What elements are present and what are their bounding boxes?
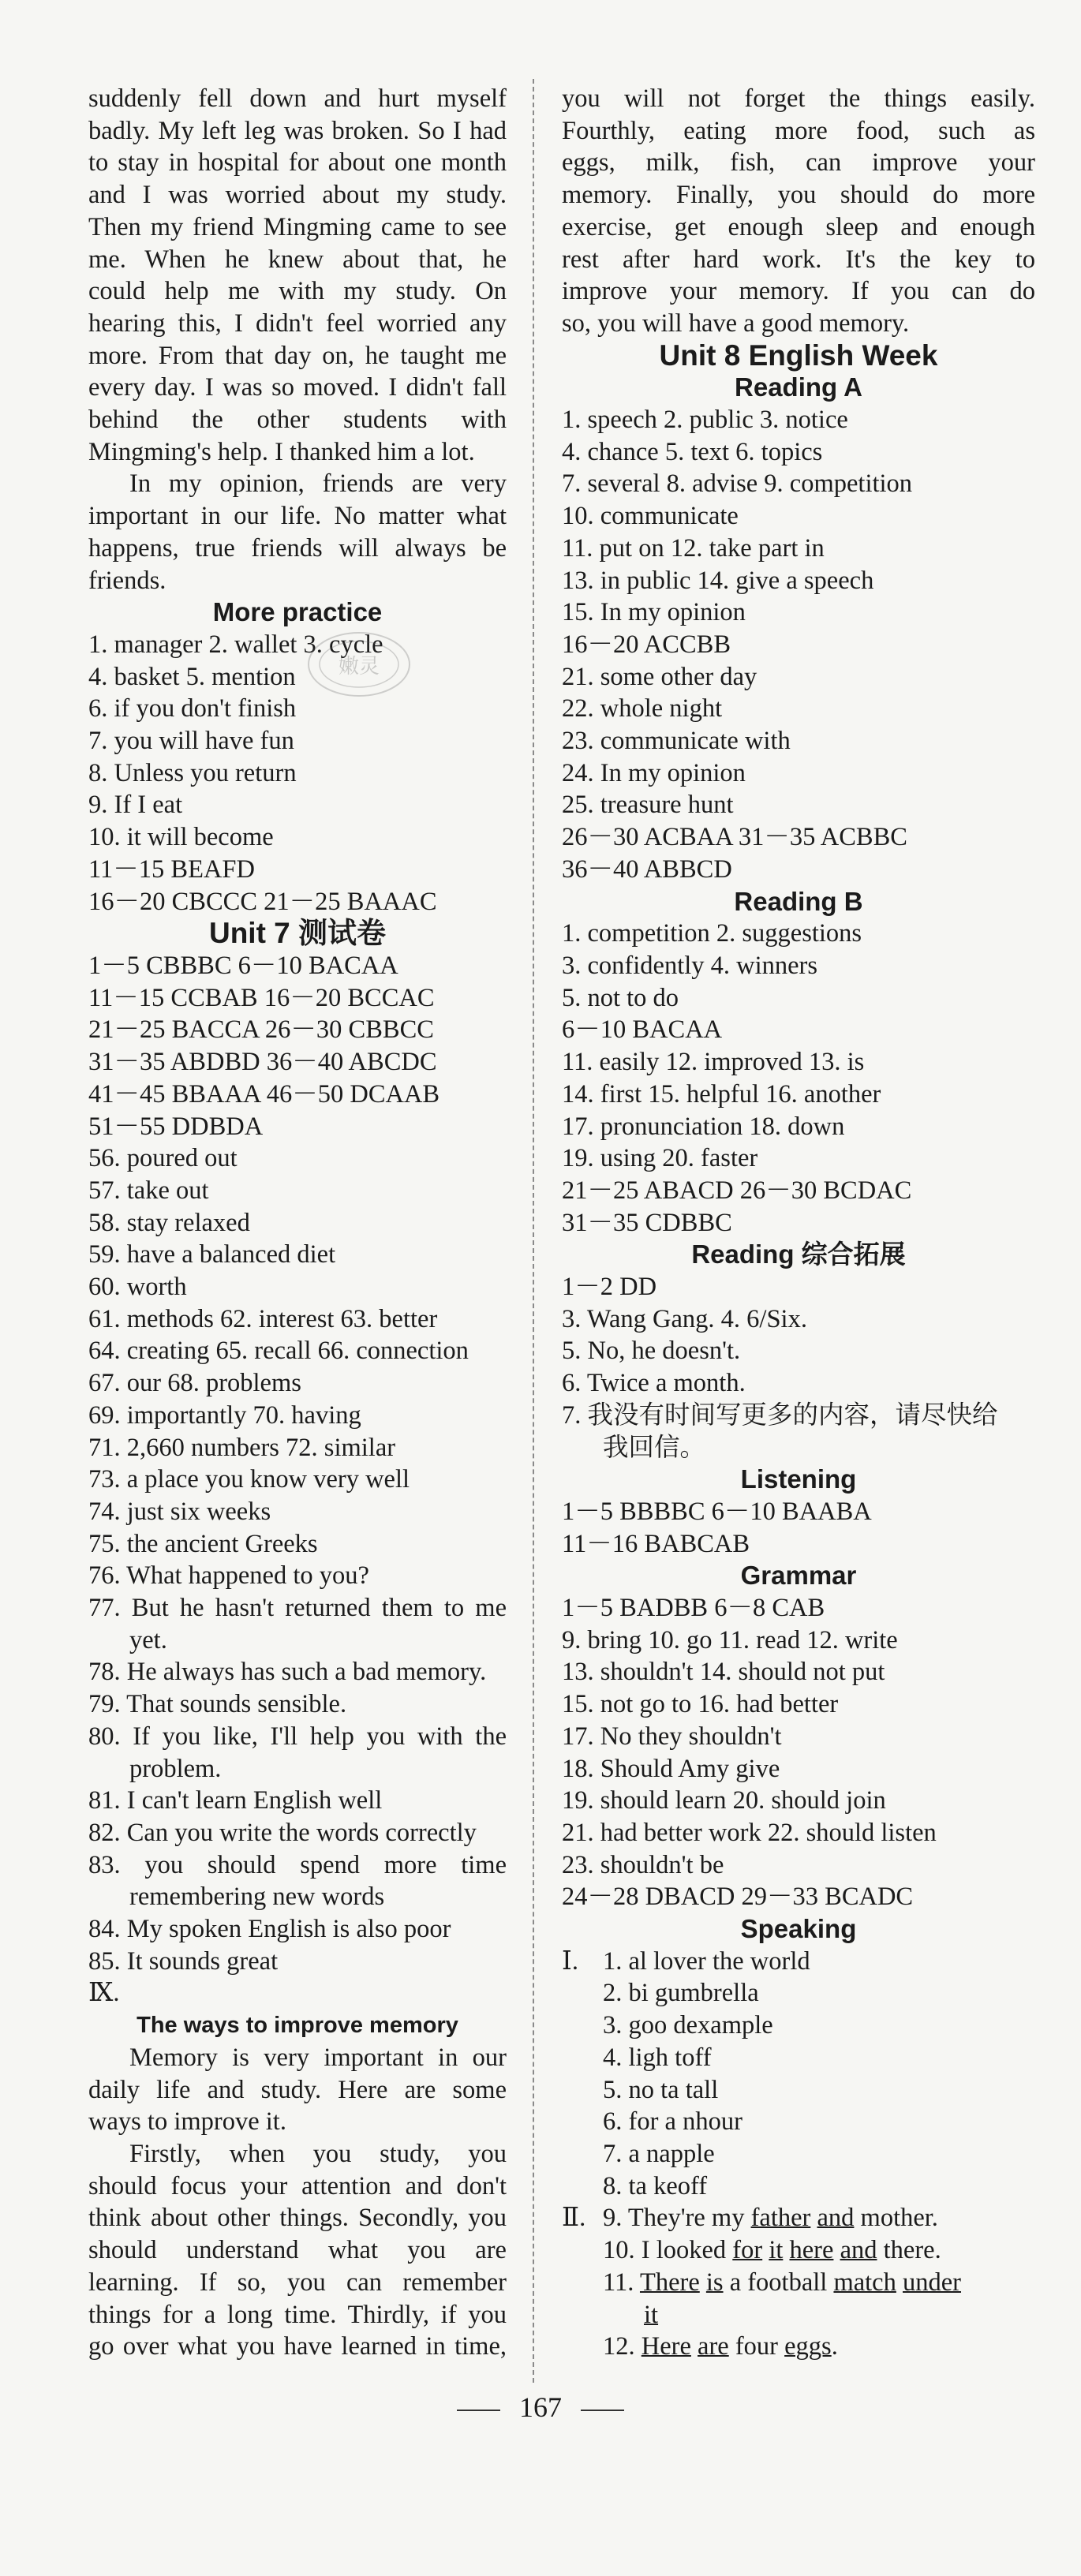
right-column (562, 83, 1035, 2363)
answer-line: 10. communicate (562, 502, 739, 531)
answer-line: 9. If I eat (88, 791, 183, 820)
answer-line: 6. Twice a month. (562, 1369, 746, 1398)
answer-line: 24. In my opinion (562, 758, 746, 787)
speaking-linking-item: 12. Here are four eggs. (603, 2332, 838, 2361)
grammar-heading: Grammar (740, 1561, 857, 1591)
essay-line: you will not forget the things easily. (562, 84, 1035, 113)
more-practice-heading: More practice (212, 597, 383, 627)
answer-line: 60. worth (88, 1273, 187, 1302)
essay-line: ways to improve it. (88, 2107, 286, 2137)
column-divider (533, 79, 534, 2383)
answer-line: 1. competition 2. suggestions (562, 919, 862, 948)
speaking-part-1 (562, 1946, 1035, 2203)
answer-line: 17. pronunciation 18. down (562, 1112, 845, 1141)
answer-line: 84. My spoken English is also poor (88, 1915, 451, 1944)
answer-line: 6. if you don't finish (88, 694, 297, 723)
reading-ext-q7-cont: 我回信。 (603, 1433, 706, 1462)
answer-line: 15. In my opinion (562, 598, 746, 627)
answer-line: 59. have a balanced diet (88, 1240, 336, 1269)
reading-b-heading: Reading B (734, 886, 863, 916)
answer-line: 1－2 DD (562, 1273, 657, 1302)
answer-line: 81. I can't learn English well (88, 1786, 383, 1815)
part-2-label: Ⅱ. (562, 2204, 586, 2233)
answer-line: 9. bring 10. go 11. read 12. write (562, 1625, 898, 1654)
answer-line: 64. creating 65. recall 66. connection (88, 1337, 469, 1366)
answer-line: 85. It sounds great (88, 1946, 279, 1976)
answer-line: 3. confidently 4. winners (562, 951, 818, 980)
story-line: behind the other students with (88, 406, 507, 435)
answer-line: 13. shouldn't 14. should not put (562, 1658, 885, 1687)
answer-line: 74. just six weeks (88, 1497, 271, 1526)
answer-line: 77. But he hasn't returned them to me (88, 1594, 507, 1623)
story-line: every day. I was so moved. I didn't fall (88, 373, 507, 402)
reading-a-answers (562, 404, 1035, 886)
unit8-heading: Unit 8 English Week (659, 338, 938, 372)
answer-line: 11. put on 12. take part in (562, 533, 825, 563)
speaking-item: 8. ta keoff (603, 2171, 708, 2200)
essay-line: rest after hard work. It's the key to (562, 245, 1035, 274)
story-line: hearing this, I didn't feel worried any (88, 308, 507, 338)
page-number: 167 (519, 2391, 562, 2423)
story-line: Then my friend Mingming came to see (88, 212, 507, 241)
section-ix-label: Ⅸ. (88, 1979, 120, 2008)
speaking-linking-item: 11. There is a football match under (603, 2268, 961, 2297)
answer-line: 4. chance 5. text 6. topics (562, 437, 823, 466)
speaking-item: 3. goo dexample (603, 2011, 773, 2040)
essay-line: Memory is very important in our (129, 2043, 507, 2072)
answer-line-cont: problem. (129, 1754, 222, 1783)
unit7-sentence-answers (88, 1592, 507, 1977)
grammar-answers (562, 1592, 1035, 1913)
answer-line: 58. stay relaxed (88, 1208, 250, 1237)
listening-heading: Listening (740, 1464, 857, 1494)
speaking-item: 6. for a nhour (603, 2107, 742, 2137)
footer-dash-left (457, 2410, 500, 2411)
answer-line: 1－5 CBBBC 6－10 BACAA (88, 951, 398, 980)
answer-line: 73. a place you know very well (88, 1465, 410, 1494)
speaking-linking-item: 10. I looked for it here and there. (603, 2236, 941, 2265)
answer-line: 21－25 ABACD 26－30 BCDAC (562, 1176, 912, 1205)
answer-line: 21－25 BACCA 26－30 CBBCC (88, 1015, 434, 1045)
story-line: could help me with my study. On (88, 277, 507, 306)
answer-line: 26－30 ACBAA 31－35 ACBBC (562, 823, 907, 852)
speaking-item: 5. no ta tall (603, 2075, 719, 2104)
essay-line: think about other things. Secondly, you (88, 2204, 507, 2233)
unit7-heading: Unit 7 测试卷 (208, 917, 387, 950)
part-1-label: Ⅰ. (562, 1946, 578, 1976)
answer-line: 18. Should Amy give (562, 1754, 780, 1783)
speaking-item: 2. bi gumbrella (603, 1979, 759, 2008)
story-paragraph (88, 83, 507, 468)
answer-line: 36－40 ABBCD (562, 854, 732, 884)
answer-line: 69. importantly 70. having (88, 1400, 361, 1430)
answer-line: 1－5 BBBBC 6－10 BAABA (562, 1497, 872, 1526)
answer-line: 10. it will become (88, 823, 274, 852)
answer-line: 51－55 DDBDA (88, 1112, 264, 1141)
essay-paragraph-2 (88, 2138, 507, 2363)
answer-line: 6－10 BACAA (562, 1015, 723, 1045)
essay-line: should understand what you are (88, 2236, 507, 2265)
speaking-item: 4. ligh toff (603, 2043, 712, 2072)
reading-b-answers (562, 918, 1035, 1239)
speaking-part-2 (562, 2202, 1035, 2363)
story-line: badly. My left leg was broken. So I had (88, 116, 507, 145)
answer-line: 4. basket 5. mention (88, 662, 296, 691)
answer-line: 23. communicate with (562, 727, 791, 756)
answer-line: 19. using 20. faster (562, 1144, 758, 1173)
answer-line: 17. No they shouldn't (562, 1722, 782, 1751)
unit7-answers (88, 950, 507, 1592)
listening-answers (562, 1496, 1035, 1560)
watermark-stamp (304, 627, 414, 702)
opinion-line: happens, true friends will always be (88, 533, 507, 563)
reading-ext-heading: Reading 综合拓展 (691, 1239, 906, 1269)
answer-line: 31－35 CDBBC (562, 1208, 732, 1237)
essay-line: memory. Finally, you should do more (562, 181, 1035, 210)
answer-line: 8. Unless you return (88, 758, 297, 787)
footer-dash-right (581, 2410, 624, 2411)
speaking-item: 7. a napple (603, 2140, 715, 2168)
answer-line: 21. some other day (562, 662, 757, 691)
essay-line: improve your memory. If you can do (562, 277, 1035, 306)
answer-line: 19. should learn 20. should join (562, 1786, 886, 1815)
essay-line: things for a long time. Thirdly, if you (88, 2300, 507, 2329)
opinion-line: In my opinion, friends are very (129, 469, 507, 499)
story-line: and I was worried about my study. (88, 181, 507, 210)
answer-line-cont: yet. (129, 1625, 167, 1654)
answer-line: 71. 2,660 numbers 72. similar (88, 1433, 396, 1462)
reading-a-heading: Reading A (735, 372, 862, 402)
answer-line: 5. not to do (562, 983, 679, 1012)
essay-paragraph-1 (88, 2042, 507, 2138)
answer-line: 57. take out (88, 1176, 209, 1205)
answer-line: 22. whole night (562, 694, 723, 723)
answer-line: 15. not go to 16. had better (562, 1690, 839, 1719)
answer-line: 67. our 68. problems (88, 1369, 301, 1398)
essay-line: learning. If so, you can remember (88, 2268, 507, 2297)
answer-line: 23. shouldn't be (562, 1850, 724, 1879)
essay-continuation (562, 83, 1035, 340)
answer-line: 83. you should spend more time (88, 1850, 507, 1879)
answer-line: 61. methods 62. interest 63. better (88, 1304, 438, 1333)
answer-line: 21. had better work 22. should listen (562, 1818, 937, 1847)
answer-line: 80. If you like, I'll help you with the (88, 1722, 507, 1751)
answer-line: 1－5 BADBB 6－8 CAB (562, 1594, 825, 1623)
answer-line: 7. several 8. advise 9. competition (562, 469, 913, 499)
essay-line: should focus your attention and don't (88, 2171, 507, 2200)
answer-line: 76. What happened to you? (88, 1561, 369, 1591)
answer-line: 11. easily 12. improved 13. is (562, 1048, 865, 1077)
answer-line: 41－45 BBAAA 46－50 DCAAB (88, 1079, 440, 1109)
left-column (88, 83, 507, 2363)
speaking-item: Ⅰ. 1. al lover the world (562, 1946, 1035, 1978)
opinion-line: important in our life. No matter what (88, 502, 507, 531)
story-line: me. When he knew about that, he (88, 245, 507, 274)
story-line: to stay in hospital for about one month (88, 148, 507, 178)
answer-line: 31－35 ABDBD 36－40 ABCDC (88, 1048, 437, 1077)
answer-line: 16－20 ACCBB (562, 630, 731, 659)
essay-line: daily life and study. Here are some (88, 2075, 507, 2104)
answer-line: 24－28 DBACD 29－33 BCADC (562, 1882, 914, 1912)
answer-line: 13. in public 14. give a speech (562, 566, 874, 595)
answer-line: 16－20 CBCCC 21－25 BAAAC (88, 887, 437, 916)
essay-line: eggs, milk, fish, can improve your (562, 148, 1035, 178)
essay-line: go over what you have learned in time, (88, 2332, 507, 2361)
story-line: suddenly fell down and hurt myself (88, 84, 507, 113)
story-line: more. From that day on, he taught me (88, 341, 507, 370)
essay-line: Fourthly, eating more food, such as (562, 116, 1035, 145)
opinion-paragraph (88, 468, 507, 596)
answer-line: 11－16 BABCAB (562, 1529, 750, 1558)
speaking-linking-item: Ⅱ. 9. They're my father and mother. (562, 2202, 1035, 2234)
answer-line: 82. Can you write the words correctly (88, 1818, 477, 1847)
speaking-linking-item-cont: it (644, 2300, 659, 2329)
essay-title: The ways to improve memory (137, 2013, 458, 2039)
answer-line-cont: remembering new words (129, 1882, 385, 1912)
answer-line: 14. first 15. helpful 16. another (562, 1079, 881, 1109)
page-footer (0, 2391, 1081, 2424)
essay-line: so, you will have a good memory. (562, 308, 910, 338)
stamp-text: 嫩灵 (338, 655, 380, 679)
opinion-line: friends. (88, 566, 166, 595)
essay-line: exercise, get enough sleep and enough (562, 212, 1035, 241)
answer-line: 25. treasure hunt (562, 791, 734, 820)
essay-line: Firstly, when you study, you (129, 2140, 507, 2168)
more-practice-answers (88, 629, 507, 918)
answer-line: 11－15 CCBAB 16－20 BCCAC (88, 983, 435, 1012)
answer-line: 75. the ancient Greeks (88, 1529, 318, 1558)
speaking-heading: Speaking (740, 1914, 857, 1944)
answer-line: 1. speech 2. public 3. notice (562, 406, 848, 435)
answer-line: 78. He always has such a bad memory. (88, 1658, 487, 1687)
answer-line: 5. No, he doesn't. (562, 1337, 741, 1366)
answer-line: 7. you will have fun (88, 727, 294, 756)
answer-line: 56. poured out (88, 1144, 238, 1173)
reading-ext-answers (562, 1271, 1035, 1400)
story-line: Mingming's help. I thanked him a lot. (88, 437, 475, 466)
answer-line: 3. Wang Gang. 4. 6/Six. (562, 1304, 807, 1333)
answer-line: 11－15 BEAFD (88, 854, 255, 884)
reading-ext-q7: 7. 我没有时间写更多的内容，请尽快给 (562, 1400, 998, 1430)
answer-line: 1. manager 2. wallet 3. cycle (88, 630, 383, 659)
answer-line: 79. That sounds sensible. (88, 1690, 347, 1719)
